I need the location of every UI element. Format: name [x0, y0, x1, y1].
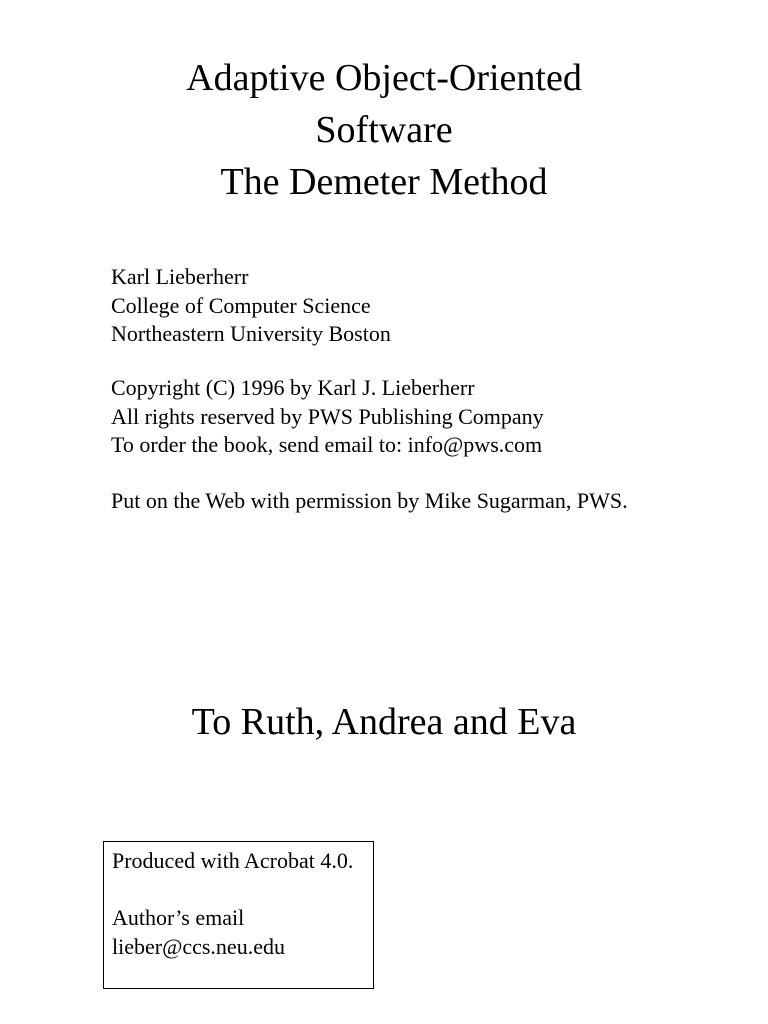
info-box — [103, 841, 374, 989]
copyright-notice: Copyright (C) 1996 by Karl J. Lieberherr — [111, 375, 475, 400]
dedication: To Ruth, Andrea and Eva — [191, 701, 577, 743]
box-spacer — [112, 876, 365, 905]
author-institution: Northeastern University Boston — [111, 321, 391, 346]
author-email-label: Author’s email — [112, 905, 245, 930]
author-department: College of Computer Science — [111, 292, 371, 318]
title-line-1: Adaptive Object-Oriented — [186, 57, 582, 99]
order-notice: To order the book, send email to: info@pws.com — [111, 432, 543, 457]
web-note-text: Put on the Web with permission by Mike Sugarman, PWS. — [111, 488, 628, 513]
title-line-2: Software — [315, 109, 453, 151]
copyright-block — [111, 374, 544, 460]
produced-with-note: Produced with Acrobat 4.0. — [112, 848, 354, 873]
book-title — [0, 52, 768, 208]
rights-notice: All rights reserved by PWS Publishing Company — [111, 403, 544, 429]
author-block — [111, 263, 391, 349]
title-line-3: The Demeter Method — [220, 161, 548, 203]
author-email: lieber@ccs.neu.edu — [112, 933, 285, 959]
author-name: Karl Lieberherr — [111, 264, 249, 289]
web-permission-note — [111, 487, 628, 516]
